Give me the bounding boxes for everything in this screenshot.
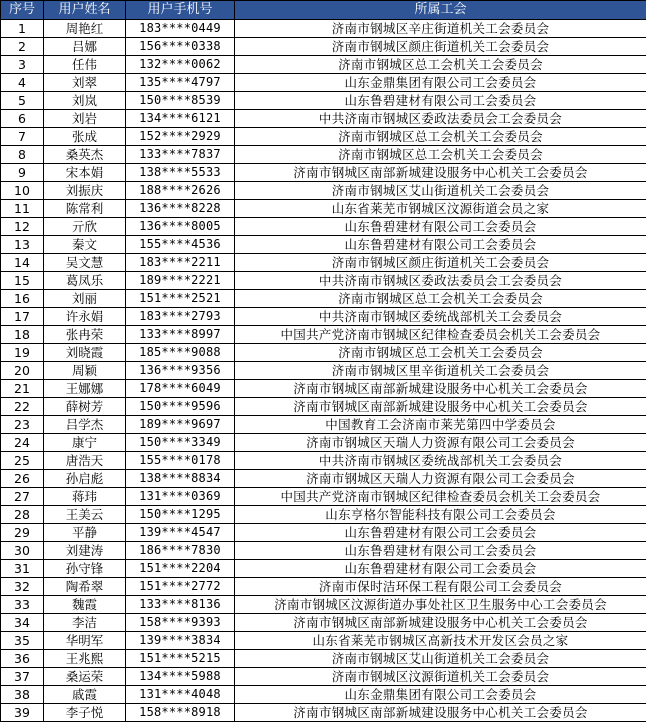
cell-user-name: 张冉荣 xyxy=(44,326,126,344)
table-row xyxy=(1,272,646,290)
cell-user-name: 李子悦 xyxy=(44,704,126,722)
cell-user-phone: 134****5988 xyxy=(126,668,235,686)
cell-index: 38 xyxy=(1,686,44,704)
cell-user-phone: 183****0449 xyxy=(126,20,235,38)
cell-user-phone: 133****8997 xyxy=(126,326,235,344)
cell-index: 37 xyxy=(1,668,44,686)
cell-index: 36 xyxy=(1,650,44,668)
cell-index: 13 xyxy=(1,236,44,254)
cell-user-phone: 133****8136 xyxy=(126,596,235,614)
cell-user-name: 任伟 xyxy=(44,56,126,74)
cell-index: 34 xyxy=(1,614,44,632)
cell-user-phone: 150****1295 xyxy=(126,506,235,524)
table-row xyxy=(1,290,646,308)
cell-index: 35 xyxy=(1,632,44,650)
cell-union: 山东金鼎集团有限公司工会委员会 xyxy=(235,74,646,92)
cell-user-name: 周艳红 xyxy=(44,20,126,38)
cell-user-phone: 186****7830 xyxy=(126,542,235,560)
cell-union: 中共济南市钢城区委统战部机关工会委员会 xyxy=(235,452,646,470)
cell-user-phone: 183****2793 xyxy=(126,308,235,326)
cell-user-name: 吴文慧 xyxy=(44,254,126,272)
cell-user-phone: 185****9088 xyxy=(126,344,235,362)
cell-index: 11 xyxy=(1,200,44,218)
table-row xyxy=(1,146,646,164)
cell-union: 济南市钢城区艾山街道机关工会委员会 xyxy=(235,650,646,668)
cell-index: 15 xyxy=(1,272,44,290)
table-row xyxy=(1,56,646,74)
cell-union: 中国教育工会济南市莱芜第四中学委员会 xyxy=(235,416,646,434)
cell-user-name: 张成 xyxy=(44,128,126,146)
table-row xyxy=(1,326,646,344)
cell-user-phone: 151****2204 xyxy=(126,560,235,578)
cell-index: 28 xyxy=(1,506,44,524)
table-row xyxy=(1,452,646,470)
cell-index: 31 xyxy=(1,560,44,578)
cell-index: 6 xyxy=(1,110,44,128)
cell-union: 济南市钢城区总工会机关工会委员会 xyxy=(235,344,646,362)
cell-user-phone: 134****6121 xyxy=(126,110,235,128)
cell-user-name: 亓欣 xyxy=(44,218,126,236)
cell-user-name: 陈常利 xyxy=(44,200,126,218)
table-row xyxy=(1,200,646,218)
cell-union: 济南市钢城区里辛街道机关工会委员会 xyxy=(235,362,646,380)
cell-union: 山东鲁碧建材有限公司工会委员会 xyxy=(235,236,646,254)
cell-union: 济南市钢城区南部新城建设服务中心机关工会委员会 xyxy=(235,398,646,416)
cell-union: 济南市钢城区颜庄街道机关工会委员会 xyxy=(235,254,646,272)
cell-user-phone: 178****6049 xyxy=(126,380,235,398)
cell-union: 山东鲁碧建材有限公司工会委员会 xyxy=(235,542,646,560)
cell-user-phone: 133****7837 xyxy=(126,146,235,164)
cell-user-name: 宋本娟 xyxy=(44,164,126,182)
cell-union: 济南市钢城区总工会机关工会委员会 xyxy=(235,128,646,146)
cell-union: 山东鲁碧建材有限公司工会委员会 xyxy=(235,218,646,236)
cell-user-name: 薛树芳 xyxy=(44,398,126,416)
table-row xyxy=(1,542,646,560)
cell-union: 济南市钢城区总工会机关工会委员会 xyxy=(235,290,646,308)
cell-user-phone: 132****0062 xyxy=(126,56,235,74)
table-row xyxy=(1,614,646,632)
cell-union: 山东鲁碧建材有限公司工会委员会 xyxy=(235,92,646,110)
cell-index: 16 xyxy=(1,290,44,308)
cell-union: 济南市保时洁环保工程有限公司工会委员会 xyxy=(235,578,646,596)
cell-index: 10 xyxy=(1,182,44,200)
cell-user-name: 葛凤乐 xyxy=(44,272,126,290)
table-row xyxy=(1,416,646,434)
table-row xyxy=(1,524,646,542)
cell-user-phone: 136****9356 xyxy=(126,362,235,380)
cell-index: 21 xyxy=(1,380,44,398)
cell-user-phone: 151****2772 xyxy=(126,578,235,596)
cell-user-phone: 189****9697 xyxy=(126,416,235,434)
cell-user-name: 王兆熙 xyxy=(44,650,126,668)
cell-union: 济南市钢城区南部新城建设服务中心机关工会委员会 xyxy=(235,380,646,398)
cell-union: 济南市钢城区南部新城建设服务中心机关工会委员会 xyxy=(235,164,646,182)
table-row xyxy=(1,92,646,110)
cell-user-name: 平静 xyxy=(44,524,126,542)
cell-index: 9 xyxy=(1,164,44,182)
table-row xyxy=(1,704,646,722)
table-row xyxy=(1,488,646,506)
table-row xyxy=(1,398,646,416)
cell-user-name: 王娜娜 xyxy=(44,380,126,398)
cell-user-phone: 131****4048 xyxy=(126,686,235,704)
cell-index: 2 xyxy=(1,38,44,56)
cell-user-name: 康宁 xyxy=(44,434,126,452)
cell-user-name: 刘岩 xyxy=(44,110,126,128)
table-row xyxy=(1,560,646,578)
cell-user-phone: 155****0178 xyxy=(126,452,235,470)
cell-user-phone: 183****2211 xyxy=(126,254,235,272)
cell-user-phone: 138****5533 xyxy=(126,164,235,182)
cell-user-name: 刘岚 xyxy=(44,92,126,110)
cell-union: 济南市钢城区总工会机关工会委员会 xyxy=(235,146,646,164)
header-user-name: 用户姓名 xyxy=(44,1,126,20)
cell-union: 济南市钢城区天瑞人力资源有限公司工会委员会 xyxy=(235,470,646,488)
cell-index: 33 xyxy=(1,596,44,614)
cell-user-name: 周颖 xyxy=(44,362,126,380)
cell-index: 29 xyxy=(1,524,44,542)
cell-union: 济南市钢城区总工会机关工会委员会 xyxy=(235,56,646,74)
cell-user-phone: 150****8539 xyxy=(126,92,235,110)
cell-union: 济南市钢城区汶源街道机关工会委员会 xyxy=(235,668,646,686)
cell-user-name: 王美云 xyxy=(44,506,126,524)
cell-user-phone: 150****9596 xyxy=(126,398,235,416)
table-body xyxy=(1,20,646,722)
table-row xyxy=(1,578,646,596)
table-row xyxy=(1,344,646,362)
cell-union: 济南市钢城区天瑞人力资源有限公司工会委员会 xyxy=(235,434,646,452)
cell-union: 山东省莱芜市钢城区汶源街道会员之家 xyxy=(235,200,646,218)
cell-user-phone: 139****3834 xyxy=(126,632,235,650)
cell-index: 22 xyxy=(1,398,44,416)
cell-user-name: 唐浩天 xyxy=(44,452,126,470)
cell-user-phone: 152****2929 xyxy=(126,128,235,146)
cell-union: 中共济南市钢城区委政法委员会工会委员会 xyxy=(235,110,646,128)
cell-index: 18 xyxy=(1,326,44,344)
table-row xyxy=(1,20,646,38)
cell-user-phone: 188****2626 xyxy=(126,182,235,200)
table-row xyxy=(1,74,646,92)
cell-user-name: 刘建涛 xyxy=(44,542,126,560)
table-row xyxy=(1,308,646,326)
cell-user-phone: 151****5215 xyxy=(126,650,235,668)
cell-index: 39 xyxy=(1,704,44,722)
cell-union: 济南市钢城区辛庄街道机关工会委员会 xyxy=(235,20,646,38)
cell-index: 4 xyxy=(1,74,44,92)
table-row xyxy=(1,380,646,398)
cell-user-name: 桑运荣 xyxy=(44,668,126,686)
cell-union: 济南市钢城区南部新城建设服务中心机关工会委员会 xyxy=(235,704,646,722)
cell-union: 济南市钢城区汶源街道办事处社区卫生服务中心工会委员会 xyxy=(235,596,646,614)
cell-index: 30 xyxy=(1,542,44,560)
table-header xyxy=(1,1,646,20)
cell-index: 7 xyxy=(1,128,44,146)
cell-union: 济南市钢城区艾山街道机关工会委员会 xyxy=(235,182,646,200)
cell-user-phone: 151****2521 xyxy=(126,290,235,308)
cell-union: 中共济南市钢城区委统战部机关工会委员会 xyxy=(235,308,646,326)
table-row xyxy=(1,650,646,668)
table-row xyxy=(1,218,646,236)
cell-user-name: 刘翠 xyxy=(44,74,126,92)
cell-user-phone: 139****4547 xyxy=(126,524,235,542)
cell-union: 中共济南市钢城区委政法委员会工会委员会 xyxy=(235,272,646,290)
cell-user-name: 刘振庆 xyxy=(44,182,126,200)
cell-index: 5 xyxy=(1,92,44,110)
table-row xyxy=(1,164,646,182)
cell-user-name: 孙启彪 xyxy=(44,470,126,488)
cell-index: 1 xyxy=(1,20,44,38)
cell-user-phone: 158****9393 xyxy=(126,614,235,632)
header-row xyxy=(1,1,646,20)
cell-user-name: 蒋玮 xyxy=(44,488,126,506)
cell-union: 山东亨格尔智能科技有限公司工会委员会 xyxy=(235,506,646,524)
table-row xyxy=(1,506,646,524)
table-row xyxy=(1,254,646,272)
table-row xyxy=(1,110,646,128)
cell-user-name: 吕学杰 xyxy=(44,416,126,434)
cell-index: 24 xyxy=(1,434,44,452)
table-row xyxy=(1,470,646,488)
cell-index: 14 xyxy=(1,254,44,272)
cell-union: 山东金鼎集团有限公司工会委员会 xyxy=(235,686,646,704)
cell-user-name: 孙守锋 xyxy=(44,560,126,578)
cell-user-phone: 135****4797 xyxy=(126,74,235,92)
cell-union: 中国共产党济南市钢城区纪律检查委员会机关工会委员会 xyxy=(235,326,646,344)
cell-union: 济南市钢城区南部新城建设服务中心机关工会委员会 xyxy=(235,614,646,632)
cell-index: 8 xyxy=(1,146,44,164)
table-row xyxy=(1,128,646,146)
cell-user-phone: 136****8005 xyxy=(126,218,235,236)
cell-user-phone: 155****4536 xyxy=(126,236,235,254)
cell-user-name: 秦文 xyxy=(44,236,126,254)
cell-union: 山东省莱芜市钢城区高新技术开发区会员之家 xyxy=(235,632,646,650)
cell-user-name: 刘丽 xyxy=(44,290,126,308)
cell-index: 20 xyxy=(1,362,44,380)
cell-index: 23 xyxy=(1,416,44,434)
cell-index: 25 xyxy=(1,452,44,470)
table-row xyxy=(1,686,646,704)
cell-user-name: 桑英杰 xyxy=(44,146,126,164)
cell-user-phone: 158****8918 xyxy=(126,704,235,722)
header-index: 序号 xyxy=(1,1,44,20)
header-user-phone: 用户手机号 xyxy=(126,1,235,20)
cell-user-name: 李洁 xyxy=(44,614,126,632)
cell-index: 3 xyxy=(1,56,44,74)
cell-index: 12 xyxy=(1,218,44,236)
cell-index: 26 xyxy=(1,470,44,488)
cell-user-name: 陶希翠 xyxy=(44,578,126,596)
cell-user-phone: 150****3349 xyxy=(126,434,235,452)
cell-index: 32 xyxy=(1,578,44,596)
cell-union: 中国共产党济南市钢城区纪律检查委员会机关工会委员会 xyxy=(235,488,646,506)
cell-index: 27 xyxy=(1,488,44,506)
cell-user-name: 戚霞 xyxy=(44,686,126,704)
cell-index: 19 xyxy=(1,344,44,362)
cell-user-phone: 138****8834 xyxy=(126,470,235,488)
table-row xyxy=(1,668,646,686)
cell-user-phone: 136****8228 xyxy=(126,200,235,218)
cell-user-phone: 131****0369 xyxy=(126,488,235,506)
cell-user-name: 刘晓霞 xyxy=(44,344,126,362)
cell-user-name: 许永娟 xyxy=(44,308,126,326)
cell-union: 山东鲁碧建材有限公司工会委员会 xyxy=(235,560,646,578)
cell-union: 济南市钢城区颜庄街道机关工会委员会 xyxy=(235,38,646,56)
cell-user-name: 华明军 xyxy=(44,632,126,650)
table-row xyxy=(1,434,646,452)
table-row xyxy=(1,362,646,380)
header-union: 所属工会 xyxy=(235,1,646,20)
table-row xyxy=(1,596,646,614)
table-row xyxy=(1,236,646,254)
table-row xyxy=(1,632,646,650)
cell-union: 山东鲁碧建材有限公司工会委员会 xyxy=(235,524,646,542)
cell-user-name: 魏霞 xyxy=(44,596,126,614)
cell-user-phone: 156****0338 xyxy=(126,38,235,56)
table-row xyxy=(1,182,646,200)
cell-user-phone: 189****2221 xyxy=(126,272,235,290)
cell-index: 17 xyxy=(1,308,44,326)
cell-user-name: 吕娜 xyxy=(44,38,126,56)
table-row xyxy=(1,38,646,56)
